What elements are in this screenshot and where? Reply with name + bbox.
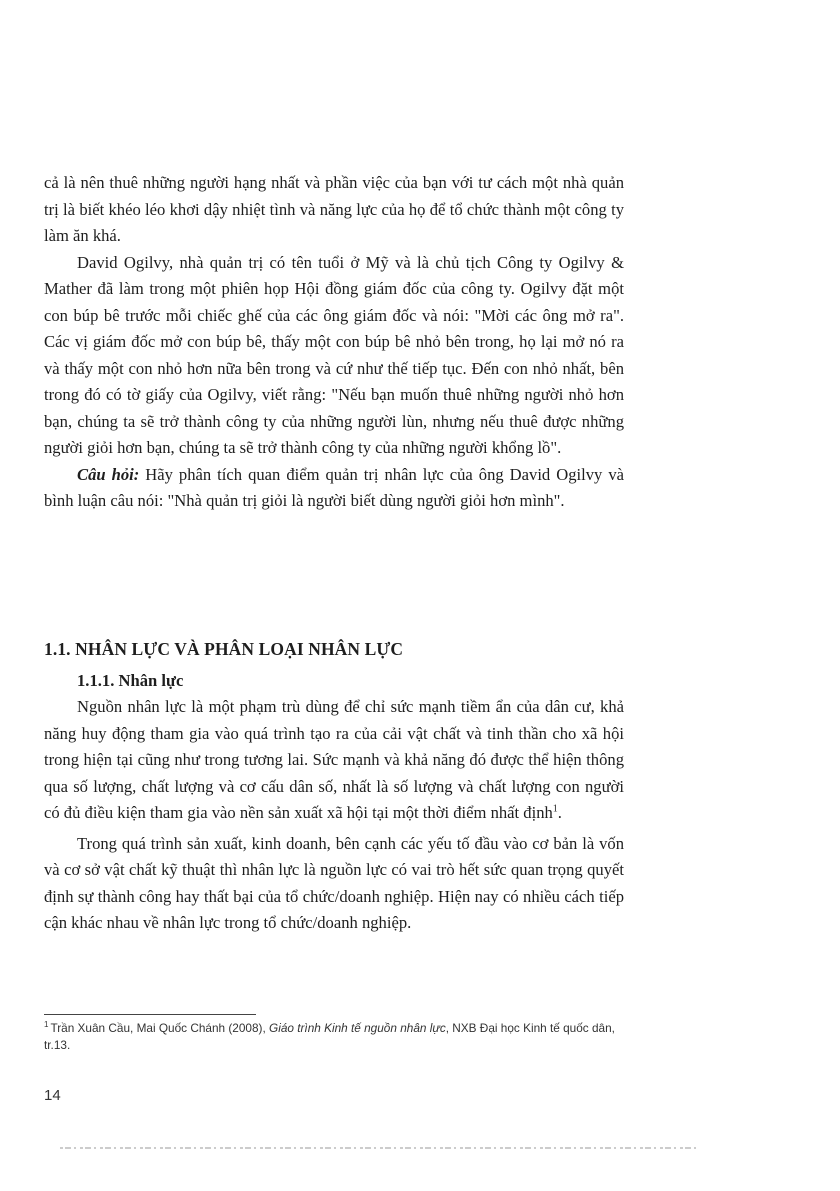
intro-paragraph-ogilvy: David Ogilvy, nhà quản trị có tên tuổi ở Mỹ và là chủ tịch Công ty Ogilvy & Mather đã làm trong một phiên họp Hội đồng giám đốc của công ty. Ogilvy đặt một con búp bê trước mỗi chiếc ghế của các ông giám đốc và nói: "Mời các ông mở ra". Các vị giám đốc mở con búp bê, thấy một con búp bê nhỏ bên trong, họ lại mở nó ra và thấy một con nhỏ hơn nữa bên trong và cứ như thế tiếp tục. Đến con nhỏ nhất, bên trong đó có tờ giấy của Ogilvy, viết rằng: "Nếu bạn muốn thuê những người nhỏ hơn bạn, chúng ta sẽ trở thành công ty của những người lùn, nhưng nếu thuê được những người giỏi hơn bạn, chúng ta sẽ trở thành công ty của những người khổng lồ". — [44, 252, 624, 457]
section-paragraph-1 — [44, 694, 624, 827]
case-question — [44, 462, 624, 515]
case-question-label: Câu hỏi: — [77, 464, 140, 484]
footnote-mark: 1 — [44, 1020, 49, 1030]
case-study-text — [44, 170, 624, 515]
subsection-heading: 1.1.1. Nhân lực — [77, 671, 184, 690]
footnote-authors: Trần Xuân Cầu, Mai Quốc Chánh (2008), — [50, 1021, 270, 1035]
intro-paragraph-1: cả là nên thuê những người hạng nhất và phần việc của bạn với tư cách một nhà quản trị là biết khéo léo khơi dậy nhiệt tình và năng lực của họ để tổ chức thành một công ty làm ăn khá. — [44, 173, 624, 245]
footnote-publisher: , NXB Đại học Kinh tế quốc dân, tr.13. — [44, 1021, 615, 1052]
page-number: 14 — [44, 1087, 61, 1104]
footnote-divider — [44, 1014, 256, 1015]
footnote-reference: 1 — [552, 803, 558, 815]
scan-edge-artifact — [0, 1146, 760, 1150]
section-heading: 1.1. NHÂN LỰC VÀ PHÂN LOẠI NHÂN LỰC — [44, 639, 404, 659]
footnote-book-title: Giáo trình Kinh tế nguồn nhân lực — [269, 1021, 446, 1035]
section-paragraph-1-text: Nguồn nhân lực là một phạm trù dùng để chỉ sức mạnh tiềm ẩn của dân cư, khả năng huy động tham gia vào quá trình tạo ra của cải vật chất và tinh thần cho xã hội trong hiện tại cũng như trong tương lai. Sức mạnh và khả năng đó được thể hiện thông qua số lượng, chất lượng và cơ cấu dân số, nhất là số lượng và chất lượng con người có đủ điều kiện tham gia vào nền sản xuất xã hội tại một thời điểm nhất định — [44, 697, 624, 822]
section-paragraph-1-end: . — [557, 803, 562, 822]
case-question-text: Hãy phân tích quan điểm quản trị nhân lực của ông David Ogilvy và bình luận câu nói: "Nhà quản trị giỏi là người biết dùng người giỏi hơn mình". — [44, 464, 624, 510]
footnote — [44, 1020, 624, 1054]
section-paragraph-2: Trong quá trình sản xuất, kinh doanh, bên cạnh các yếu tố đầu vào cơ bản là vốn và cơ sở vật chất kỹ thuật thì nhân lực là nguồn lực có vai trò hết sức quan trọng quyết định sự thành công hay thất bại của tổ chức/doanh nghiệp. Hiện nay có nhiều cách tiếp cận khác nhau về nhân lực trong tổ chức/doanh nghiệp. — [44, 833, 624, 932]
section-1-1 — [44, 636, 624, 937]
